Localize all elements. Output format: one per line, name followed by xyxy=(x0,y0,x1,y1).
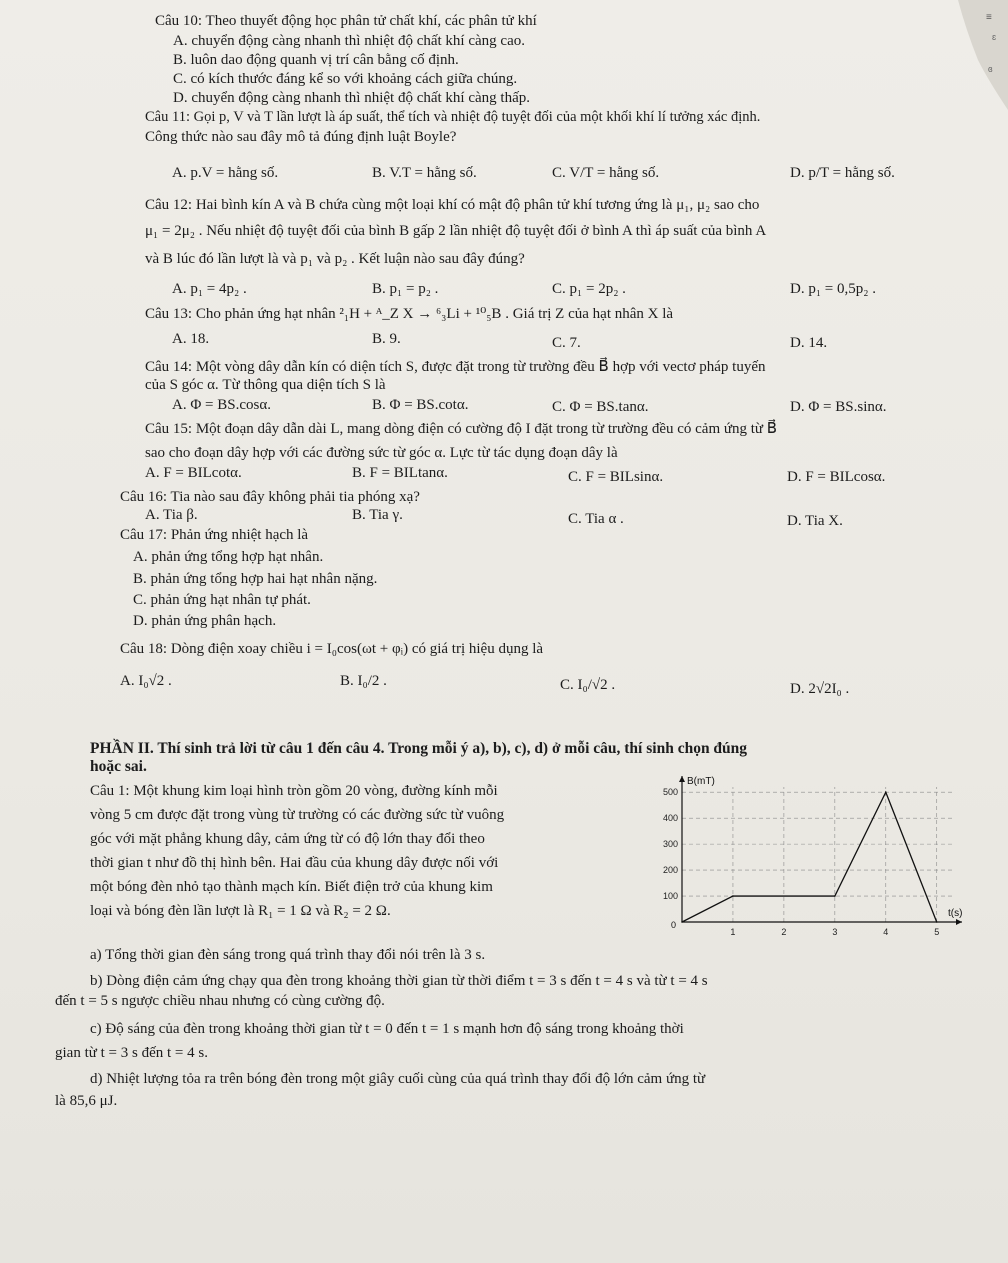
page-corner-scrap xyxy=(948,0,1008,110)
q13-option-a: A. 18. xyxy=(172,331,210,347)
part2-heading-line2: hoặc sai. xyxy=(90,758,147,775)
q12-stem-line1: Câu 12: Hai bình kín A và B chứa cùng một loại khí có mật độ phân tử khí tương ứng là μ₁, μ₂ sao cho xyxy=(145,197,760,213)
y-tick-label: 400 xyxy=(662,813,678,824)
part2-q1-line3: góc với mặt phẳng khung dây, cảm ứng từ có độ lớn thay đổi theo xyxy=(90,831,485,847)
q16-option-c: C. Tia α . xyxy=(568,511,624,527)
q10-stem: Câu 10: Theo thuyết động học phân tử chất khí, các phân tử khí xyxy=(155,13,537,29)
q14-option-a: A. Φ = BS.cosα. xyxy=(172,397,271,413)
q18-stem: Câu 18: Dòng điện xoay chiều i = I₀cos(ωt + φᵢ) có giá trị hiệu dụng là xyxy=(120,641,544,657)
q16-option-b: B. Tia γ. xyxy=(352,507,403,523)
q10-option-d: D. chuyển động càng nhanh thì nhiệt độ chất khí càng thấp. xyxy=(173,90,530,106)
q15-option-d: D. F = BILcosα. xyxy=(787,469,886,485)
q13-option-b: B. 9. xyxy=(372,331,401,347)
q15-option-a: A. F = BILcotα. xyxy=(145,465,242,481)
b-series-point xyxy=(885,791,887,793)
part2-q1-line4: thời gian t như đồ thị hình bên. Hai đầu của khung dây được nối với xyxy=(90,855,499,871)
b-vs-t-graph xyxy=(650,770,970,945)
y-axis-label: B(mT) xyxy=(687,776,715,787)
q18-option-d: D. 2√2I₀ . xyxy=(790,681,850,697)
q14-stem-line1: Câu 14: Một vòng dây dẫn kín có diện tích S, được đặt trong từ trường đều B⃗ hợp với vectơ pháp tuyến xyxy=(145,359,766,375)
b-series-line xyxy=(682,792,937,922)
q11-option-d: D. p/T = hằng số. xyxy=(790,165,895,181)
q15-stem-line2: sao cho đoạn dây hợp với các đường sức từ góc α. Lực từ tác dụng đoạn dây là xyxy=(145,445,618,461)
q12-option-b: B. p₁ = p₂ . xyxy=(372,281,439,297)
svg-text:≡: ≡ xyxy=(986,12,992,23)
q18-option-c: C. I₀/√2 . xyxy=(560,677,616,693)
q11-option-c: C. V/T = hằng số. xyxy=(552,165,660,181)
part2-q1-statement-a: a) Tổng thời gian đèn sáng trong quá trình thay đổi nói trên là 3 s. xyxy=(90,947,486,963)
q18-option-a: A. I₀√2 . xyxy=(120,673,172,689)
b-series-point xyxy=(681,921,683,923)
q12-option-d: D. p₁ = 0,5p₂ . xyxy=(790,281,877,297)
q15-stem-line1: Câu 15: Một đoạn dây dẫn dài L, mang dòng điện có cường độ I đặt trong từ trường đều có cảm ứng từ B⃗ xyxy=(145,421,778,437)
svg-text:ɞ: ɞ xyxy=(988,64,993,74)
q12-option-c: C. p₁ = 2p₂ . xyxy=(552,281,626,297)
q17-option-c: C. phản ứng hạt nhân tự phát. xyxy=(133,592,311,608)
q14-option-d: D. Φ = BS.sinα. xyxy=(790,399,887,415)
q13-stem: Câu 13: Cho phản ứng hạt nhân ²₁H + ᴬ_Z X → ⁶₃Li + ¹⁰₅B . Giá trị Z của hạt nhân X là xyxy=(145,306,674,322)
x-tick-label: 4 xyxy=(883,927,889,937)
q10-option-c: C. có kích thước đáng kể so với khoảng cách giữa chúng. xyxy=(173,71,518,87)
part2-q1-line5: một bóng đèn nhỏ tạo thành mạch kín. Biết điện trở của khung kim xyxy=(90,879,493,895)
q17-option-d: D. phản ứng phân hạch. xyxy=(133,613,277,629)
x-tick-label: 1 xyxy=(730,927,736,937)
q16-option-a: A. Tia β. xyxy=(145,507,198,523)
q10-option-b: B. luôn dao động quanh vị trí cân bằng cố định. xyxy=(173,52,459,68)
q12-stem-line3: và B lúc đó lần lượt là và p₁ và p₂ . Kết luận nào sau đây đúng? xyxy=(145,251,525,267)
x-axis-label: t(s) xyxy=(948,908,963,919)
part2-q1-statement-d-line1: d) Nhiệt lượng tỏa ra trên bóng đèn trong một giây cuối cùng của quá trình thay đổi độ lớn cảm ứng từ xyxy=(90,1071,706,1087)
x-tick-label: 5 xyxy=(934,927,940,937)
q11-stem-line1: Câu 11: Gọi p, V và T lần lượt là áp suất, thể tích và nhiệt độ tuyệt đối của một khối khí lí tưởng xác định. xyxy=(145,109,761,125)
q15-option-b: B. F = BILtanα. xyxy=(352,465,448,481)
q12-stem-line2: μ₁ = 2μ₂ . Nếu nhiệt độ tuyệt đối của bình B gấp 2 lần nhiệt độ tuyệt đối ở bình A thì áp suất của bình A xyxy=(145,223,767,239)
b-series-point xyxy=(834,895,836,897)
x-tick-label: 3 xyxy=(832,927,838,937)
q17-stem: Câu 17: Phản ứng nhiệt hạch là xyxy=(120,527,309,543)
y-tick-label: 200 xyxy=(662,865,678,876)
q14-stem-line2: của S góc α. Từ thông qua diện tích S là xyxy=(145,377,386,393)
q14-option-b: B. Φ = BS.cotα. xyxy=(372,397,469,413)
x-tick-label: 2 xyxy=(781,927,787,937)
b-series-point xyxy=(732,895,734,897)
y-axis-arrow xyxy=(679,776,685,782)
y-tick-label: 300 xyxy=(662,839,678,850)
x-axis-arrow xyxy=(956,919,962,925)
q16-option-d: D. Tia X. xyxy=(787,513,843,529)
q15-option-c: C. F = BILsinα. xyxy=(568,469,664,485)
q11-option-a: A. p.V = hằng số. xyxy=(172,165,279,181)
part2-q1-statement-b-line2: đến t = 5 s ngược chiều nhau nhưng có cùng cường độ. xyxy=(55,993,385,1009)
svg-text:ɛ: ɛ xyxy=(992,32,997,42)
part2-heading-line1: PHẦN II. Thí sinh trả lời từ câu 1 đến câu 4. Trong mỗi ý a), b), c), d) ở mỗi câu, thí sinh chọn đúng xyxy=(90,740,748,757)
part2-q1-statement-b-line1: b) Dòng điện cảm ứng chạy qua đèn trong khoảng thời gian từ thời điểm t = 3 s đến t = 4 s và từ t = 4 s xyxy=(90,973,708,989)
q16-stem: Câu 16: Tia nào sau đây không phải tia phóng xạ? xyxy=(120,489,420,505)
q13-option-c: C. 7. xyxy=(552,335,581,351)
q14-option-c: C. Φ = BS.tanα. xyxy=(552,399,649,415)
q13-option-d: D. 14. xyxy=(790,335,828,351)
q17-option-b: B. phản ứng tổng hợp hai hạt nhân nặng. xyxy=(133,571,378,587)
part2-q1-line1: Câu 1: Một khung kim loại hình tròn gồm 20 vòng, đường kính mỗi xyxy=(90,783,498,799)
q11-option-b: B. V.T = hằng số. xyxy=(372,165,477,181)
q12-option-a: A. p₁ = 4p₂ . xyxy=(172,281,247,297)
part2-q1-statement-d-line2: là 85,6 μJ. xyxy=(55,1093,118,1109)
q17-option-a: A. phản ứng tổng hợp hạt nhân. xyxy=(133,549,324,565)
y-tick-label: 500 xyxy=(662,787,678,798)
part2-q1-statement-c-line2: gian từ t = 3 s đến t = 4 s. xyxy=(55,1045,208,1061)
part2-q1-line2: vòng 5 cm được đặt trong vùng từ trường có các đường sức từ vuông xyxy=(90,807,505,823)
origin-label: 0 xyxy=(670,920,676,930)
b-series-point xyxy=(936,921,938,923)
part2-q1-line6: loại và bóng đèn lần lượt là R₁ = 1 Ω và R₂ = 2 Ω. xyxy=(90,903,391,919)
q18-option-b: B. I₀/2 . xyxy=(340,673,387,689)
part2-q1-statement-c-line1: c) Độ sáng của đèn trong khoảng thời gian từ t = 0 đến t = 1 s mạnh hơn độ sáng trong khoảng thời xyxy=(90,1021,684,1037)
q11-stem-line2: Công thức nào sau đây mô tả đúng định luật Boyle? xyxy=(145,129,457,145)
q10-option-a: A. chuyển động càng nhanh thì nhiệt độ chất khí càng cao. xyxy=(173,33,525,49)
y-tick-label: 100 xyxy=(662,891,678,902)
